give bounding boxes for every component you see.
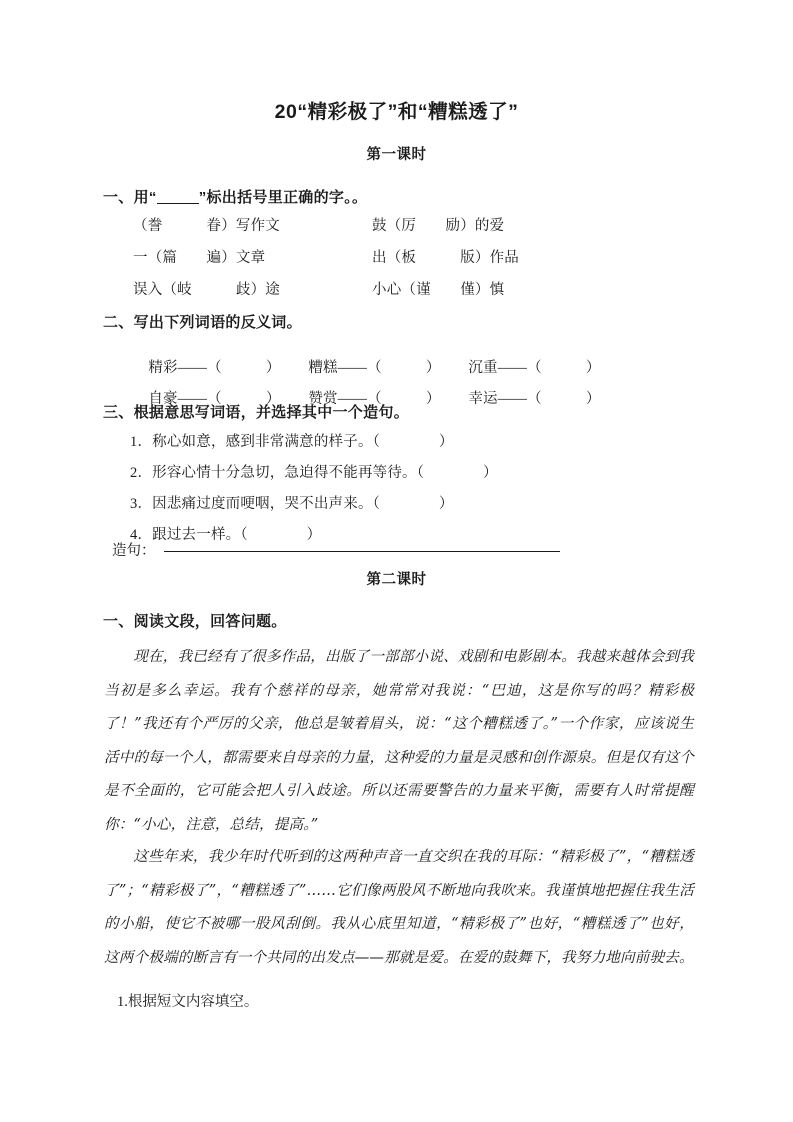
definition-item-3: 3．因悲痛过度而哽咽，哭不出声来。（ ）: [130, 496, 454, 512]
exercise-3-heading: 三、根据意思写词语，并选择其中一个造句。: [103, 404, 410, 421]
exercise-1-heading-suffix: ”标出括号里正确的字。。: [198, 189, 368, 206]
passage-text-1: 现在，我已经有了很多作品，出版了一部部小说、戏剧和电影剧本。我越来越体会到我当初是多么幸运。我有个慈祥的母亲，她常常对我说：“巴迪，这是你写的吗？精彩极了！”我还有个严厉的父亲，他总是皱着眉头，说：“这个糟糕透了。”一个作家，应该说生活中的每一个人，都需要来自母亲的力量，这种爱的力量是灵感和创作源泉。但是仅有这个是不全面的，它可能会把人引入歧途。所以还需要警告的力量来平衡，需要有人时常提醒你：“小心，注意，总结，提高。”: [104, 648, 694, 833]
antonym-cell-1-3: 沉重——（ ）: [468, 360, 601, 376]
reading-sub-question-1: 1.根据短文内容填空。: [117, 994, 259, 1010]
inline-blank-rule: [157, 203, 199, 204]
definition-item-2: 2．形容心情十分急切，急迫得不能再等待。（ ）: [130, 465, 498, 481]
definition-item-1: 1．称心如意，感到非常满意的样子。（ ）: [130, 434, 454, 450]
antonym-cell-2-3: 幸运——（ ）: [468, 391, 601, 407]
page-title: 20“精彩极了”和“糟糕透了”: [274, 101, 519, 123]
session-2-heading: 第二课时: [366, 572, 427, 588]
choice-row-2-right: 出（板 版）作品: [372, 250, 519, 266]
reading-exercise-heading: 一、阅读文段，回答问题。: [103, 613, 287, 630]
exercise-2-heading: 二、写出下列词语的反义词。: [103, 314, 302, 331]
reading-passage-paragraph-1: [104, 640, 694, 841]
definition-item-4: 4．跟过去一样。（ ）: [130, 527, 322, 543]
reading-passage-paragraph-2: [104, 840, 694, 974]
choice-row-2-left: 一（篇 遍）文章: [133, 250, 266, 266]
make-sentence-line: [112, 539, 560, 560]
antonym-cell-2-1: 自豪——（ ）: [148, 391, 281, 407]
choice-row-3-right: 小心（谨 僅）慎: [372, 282, 505, 298]
make-sentence-label: 造句：: [112, 543, 156, 559]
antonym-cell-1-2: 糟糕——（ ）: [308, 360, 441, 376]
exercise-1-heading-prefix: 一、用“: [103, 189, 157, 206]
session-1-heading: 第一课时: [366, 147, 427, 163]
answer-rule[interactable]: [164, 551, 560, 552]
exercise-1-heading: [103, 186, 367, 207]
antonym-cell-2-2: 赞赏——（ ）: [308, 391, 441, 407]
choice-row-3-left: 误入（岐 歧）途: [133, 282, 280, 298]
antonym-cell-1-1: 精彩——（ ）: [148, 360, 281, 376]
choice-row-1-left: （誊 眷）写作文: [133, 218, 280, 234]
passage-text-2: 这些年来，我少年时代听到的这两种声音一直交织在我的耳际：“精彩极了”，“糟糕透了”；“精彩极了”，“糟糕透了”……它们像两股风不断地向我吹来。我谨慎地把握住我生活的小船，使它不被哪一股风刮倒。我从心底里知道，“精彩极了”也好，“糟糕透了”也好，这两个极端的断言有一个共同的出发点——那就是爱。在爱的鼓舞下，我努力地向前驶去。: [104, 848, 694, 966]
choice-row-1-right: 鼓（厉 励）的爱: [372, 218, 505, 234]
